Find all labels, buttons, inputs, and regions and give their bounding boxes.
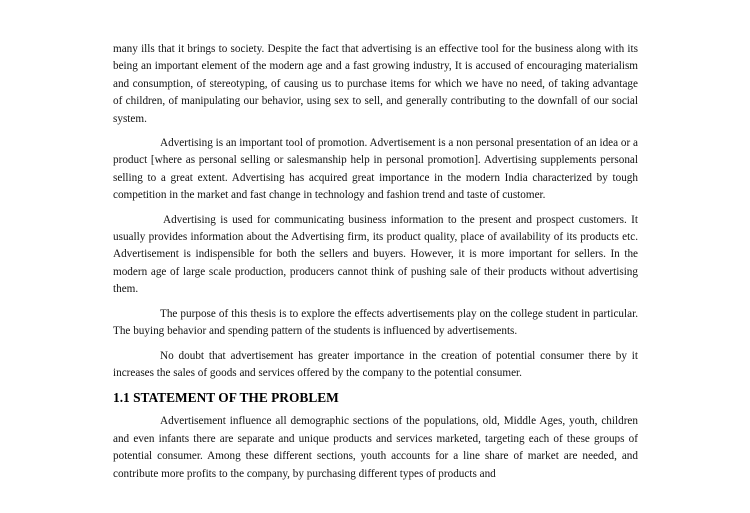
paragraph-potential-consumer: No doubt that advertisement has greater importance in the creation of potential consumer there by it increases the sales of goods and services offered by the company to the potential consumer. — [113, 349, 638, 379]
paragraph-problem-statement: Advertisement influence all demographic sections of the populations, old, Middle Ages, youth, children and even infants there are separate and unique products and services marketed, targeting each of these groups of potential consumer. Among these different sections, youth accounts for a line share of market are needed, and contribute more profits to the company, by purchasing different types of products and — [113, 415, 638, 480]
document-page — [113, 41, 638, 490]
paragraph-thesis-purpose: The purpose of this thesis is to explore the effects advertisements play on the college student in particular. The buying behavior and spending pattern of the students is influenced by advertisements. — [113, 307, 638, 338]
paragraph-business-information: Advertising is used for communicating business information to the present and prospect customers. It usually provides information about the Advertising firm, its product quality, place of availability of its products etc. Advertisement is indispensible for both the sellers and buyers. However, it is more important for sellers. In the modern age of large scale production, producers cannot think of pushing sale of their products without advertising them. — [113, 213, 638, 296]
section-heading: 1.1 STATEMENT OF THE PROBLEM — [113, 390, 339, 406]
paragraph-advertising-promotion: Advertising is an important tool of promotion. Advertisement is a non personal presentation of an idea or a product [where as personal selling or salesmanship help in personal promotion]. Advertising supplements personal selling to a great extent. Advertising has acquired great importance in the modern India characterized by tough competition in the market and fast change in technology and fashion trend and taste of customer. — [113, 137, 638, 202]
paragraph-continuation: many ills that it brings to society. Despite the fact that advertising is an effective tool for the business along with its being an important element of the modern age and a fast growing industry, It is accused of encouraging materialism and consumption, of stereotyping, of causing us to purchase items for which we have no need, of taking advantage of children, of manipulating our behavior, using sex to sell, and generally contributing to the downfall of our social system. — [113, 43, 638, 125]
